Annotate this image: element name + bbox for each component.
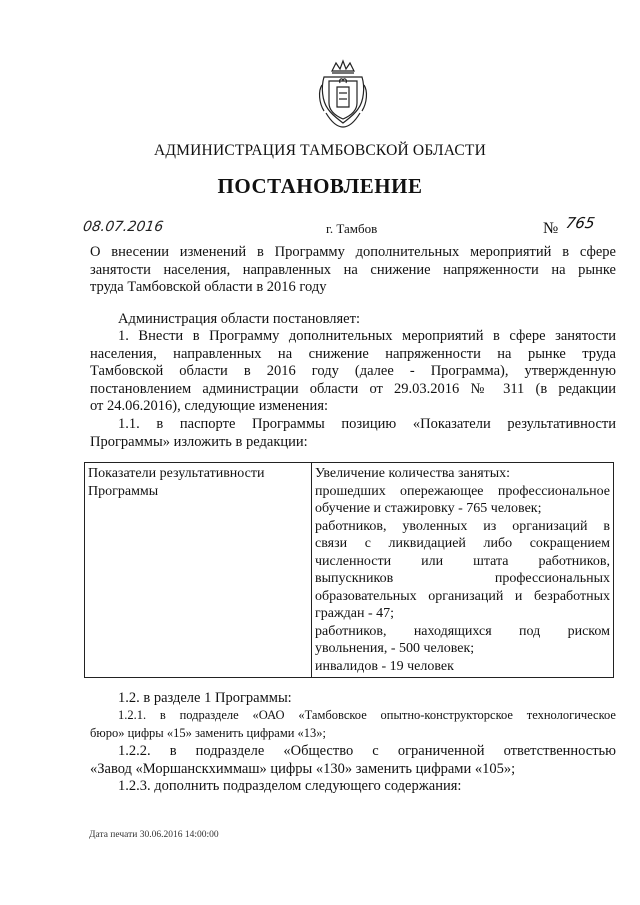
- item-1-1-line: 1.1. в паспорте Программы позицию «Показатели результативности: [118, 416, 616, 432]
- cell-line: Показатели результативности: [88, 466, 265, 481]
- print-date-footer: Дата печати 30.06.2016 14:00:00: [89, 830, 219, 840]
- cell-line: Увеличение количества занятых:: [315, 466, 511, 481]
- item-1-line: постановлением администрации области от 29.03.2016 № 311 (в редакции: [90, 380, 616, 397]
- item-1-2: 1.2. в разделе 1 Программы:: [118, 690, 292, 706]
- item-1-1: [90, 416, 616, 451]
- handwritten-date: 08.07.2016: [81, 219, 165, 235]
- resolves-line: Администрация области постановляет:: [118, 311, 360, 327]
- item-1-line: Тамбовской области в 2016 году (далее - Программа), утвержденную: [90, 363, 616, 379]
- document-type-title: ПОСТАНОВЛЕНИЕ: [217, 174, 423, 198]
- cell-line: численности или штата работников,: [315, 553, 610, 569]
- handwritten-number: 765: [564, 214, 597, 232]
- cell-line: увольнения, - 500 человек;: [315, 641, 475, 656]
- indicators-table: [84, 462, 614, 678]
- table-cell-label: [85, 463, 312, 678]
- table-row: [85, 463, 614, 678]
- cell-line: образовательных организаций и безработных: [315, 588, 610, 604]
- item-1-2-1-line: 1.2.1. в подразделе «ОАО «Тамбовское опытно-конструкторское технологическое: [118, 708, 616, 722]
- cell-line: работников, находящихся под риском: [315, 623, 610, 639]
- item-1-2-2: [90, 743, 616, 778]
- cell-line: Программы: [88, 483, 159, 499]
- item-1-2-3: 1.2.3. дополнить подразделом следующего содержания:: [118, 778, 462, 794]
- cell-line: связи с ликвидацией либо сокращением: [315, 536, 610, 551]
- organization-name: АДМИНИСТРАЦИЯ ТАМБОВСКОЙ ОБЛАСТИ: [154, 142, 486, 159]
- item-1-2-1: [90, 707, 616, 742]
- number-label: №: [543, 220, 559, 237]
- subject-block: [90, 244, 616, 297]
- cell-line: работников, уволенных из организаций в: [315, 518, 610, 534]
- coat-of-arms-icon: [318, 57, 368, 129]
- cell-line: инвалидов - 19 человек: [315, 658, 454, 674]
- city-label: г. Тамбов: [326, 221, 378, 236]
- item-1-line: 1. Внести в Программу дополнительных мероприятий в сфере занятости: [118, 328, 616, 344]
- item-1-2-2-line: «Завод «Моршанскхиммаш» цифры «130» заменить цифрами «105»;: [90, 760, 516, 777]
- item-1-line: населения, направленных на снижение напряженности на рынке труда: [90, 345, 616, 362]
- table-cell-value: [312, 463, 614, 678]
- cell-line: прошедших опережающее профессиональное: [315, 483, 610, 499]
- cell-line: граждан - 47;: [315, 606, 395, 621]
- item-1-2-2-line: 1.2.2. в подразделе «Общество с ограниченной ответственностью: [118, 743, 616, 759]
- item-1-line: от 24.06.2016), следующие изменения:: [90, 398, 329, 414]
- item-1-1-line: Программы» изложить в редакции:: [90, 433, 308, 450]
- subject-line: труда Тамбовской области в 2016 году: [90, 279, 327, 295]
- subject-line: О внесении изменений в Программу дополнительных мероприятий в сфере: [90, 244, 616, 260]
- item-1: [90, 328, 616, 416]
- subject-line: занятости населения, направленных на снижение напряженности на рынке: [90, 261, 616, 278]
- cell-line: обучение и стажировку - 765 человек;: [315, 501, 542, 516]
- item-1-2-1-line: бюро» цифры «15» заменить цифрами «13»;: [90, 725, 327, 740]
- cell-line: выпускников профессиональных: [315, 571, 610, 586]
